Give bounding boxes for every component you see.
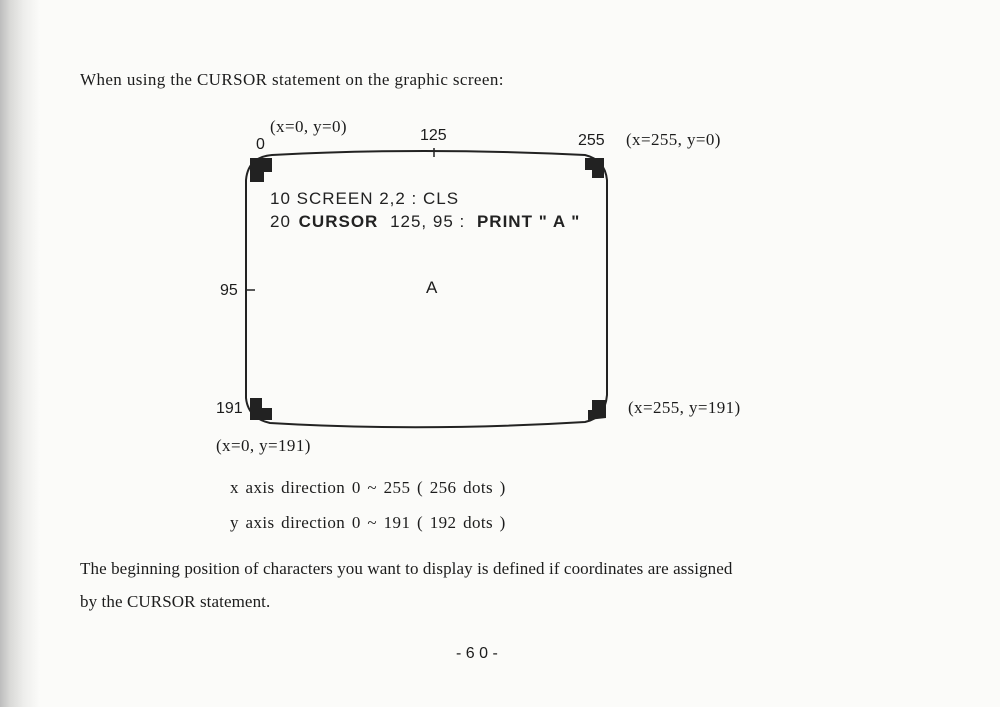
- corner-marker-top-left: [250, 158, 272, 182]
- conclusion-line-2: by the CURSOR statement.: [80, 592, 271, 611]
- corner-marker-bottom-right: [588, 400, 606, 420]
- value-top-left: 0: [256, 136, 265, 153]
- value-top-mid: 125: [420, 127, 447, 144]
- coord-top-right: (x=255, y=0): [626, 130, 721, 149]
- corner-marker-top-right: [585, 158, 604, 178]
- coord-bottom-left: (x=0, y=191): [216, 436, 311, 455]
- x-axis-direction: x axis direction 0 ~ 255 ( 256 dots ): [230, 478, 506, 497]
- coord-top-left: (x=0, y=0): [270, 117, 347, 136]
- code-line-2-number: 20: [270, 212, 291, 231]
- value-left-mid: 95: [220, 282, 238, 299]
- printed-character: A: [426, 278, 438, 297]
- intro-text: When using the CURSOR statement on the graphic screen:: [80, 70, 504, 89]
- code-line-2-print: PRINT " A ": [476, 212, 581, 231]
- page-number: - 6 0 -: [456, 645, 498, 662]
- corner-marker-bottom-left: [250, 398, 272, 420]
- value-top-right: 255: [578, 132, 605, 149]
- code-line-2-command: CURSOR: [298, 212, 379, 231]
- code-line-2-args: 125, 95 :: [390, 212, 466, 231]
- value-bottom-left: 191: [216, 400, 243, 417]
- coord-bottom-right: (x=255, y=191): [628, 398, 741, 417]
- conclusion-line-1: The beginning position of characters you want to display is defined if coordinates are assigned: [80, 559, 733, 578]
- y-axis-direction: y axis direction 0 ~ 191 ( 192 dots ): [230, 513, 506, 532]
- code-line-1: 10 SCREEN 2,2 : CLS: [270, 189, 460, 208]
- code-line-2: [270, 212, 580, 232]
